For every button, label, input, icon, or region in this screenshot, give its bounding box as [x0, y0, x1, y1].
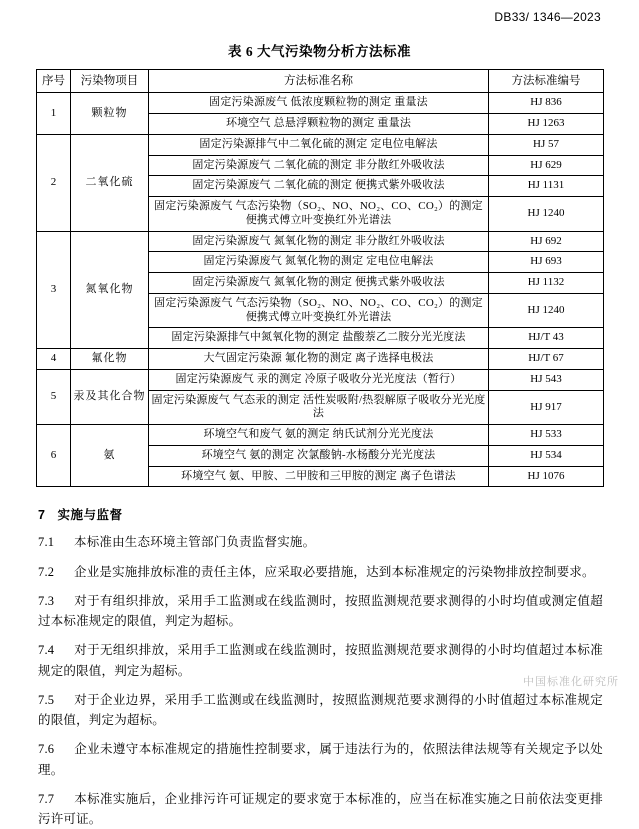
table-row	[37, 231, 604, 252]
cell-code: HJ 1240	[489, 293, 604, 328]
cell-method: 固定污染源排气中二氧化硫的测定 定电位电解法	[149, 134, 489, 155]
cell-method: 固定污染源废气 二氧化硫的测定 便携式紫外吸收法	[149, 176, 489, 197]
column-header-code: 方法标准编号	[489, 70, 604, 93]
column-header-no: 序号	[37, 70, 71, 93]
paragraph-text: 对于企业边界，采用手工监测或在线监测时，按照监测规范要求测得的小时值超过本标准规定的限值，判定为超标。	[38, 692, 603, 728]
cell-item: 氮氧化物	[71, 231, 149, 349]
cell-method: 固定污染源废气 汞的测定 冷原子吸收分光光度法（暂行）	[149, 369, 489, 390]
table-row	[37, 134, 604, 155]
cell-method: 固定污染源废气 氮氧化物的测定 定电位电解法	[149, 252, 489, 273]
cell-code: HJ 629	[489, 155, 604, 176]
paragraph-7-5	[36, 690, 603, 731]
paragraph-text: 企业未遵守本标准规定的措施性控制要求，属于违法行为的，依照法律法规等有关规定予以处理。	[38, 742, 603, 777]
cell-code: HJ 1076	[489, 466, 604, 487]
cell-method: 固定污染源废气 气态污染物（SO₂、NO、NO₂、CO、CO₂）的测定 便携式傅立叶变换红外光谱法	[149, 293, 489, 328]
cell-code: HJ 1131	[489, 176, 604, 197]
cell-no: 3	[37, 231, 71, 349]
table-title: 表 6 大气污染物分析方法标准	[228, 44, 411, 59]
cell-method: 环境空气 氨的测定 次氯酸钠-水杨酸分光光度法	[149, 445, 489, 466]
cell-method: 环境空气 总悬浮颗粒物的测定 重量法	[149, 114, 489, 135]
cell-method: 环境空气和废气 氨的测定 纳氏试剂分光光度法	[149, 425, 489, 446]
section-heading	[36, 505, 603, 523]
paragraph-7-6	[36, 739, 603, 780]
cell-item: 二氧化硫	[71, 134, 149, 231]
table-row	[37, 425, 604, 446]
cell-no: 1	[37, 93, 71, 135]
cell-code: HJ 693	[489, 252, 604, 273]
paragraph-7-4	[36, 640, 603, 681]
paragraph-number: 7.1	[38, 535, 55, 550]
cell-code: HJ 917	[489, 390, 604, 425]
cell-code: HJ/T 43	[489, 328, 604, 349]
cell-method: 固定污染源废气 气态污染物（SO₂、NO、NO₂、CO、CO₂）的测定 便携式傅立叶变换红外光谱法	[149, 197, 489, 232]
section-title: 实施与监督	[57, 508, 123, 523]
paragraph-text: 企业是实施排放标准的责任主体，应采取必要措施，达到本标准规定的污染物排放控制要求。	[74, 564, 595, 579]
cell-method: 大气固定污染源 氟化物的测定 离子选择电极法	[149, 349, 489, 370]
cell-method: 固定污染源废气 氮氧化物的测定 便携式紫外吸收法	[149, 273, 489, 294]
cell-item: 氟化物	[71, 349, 149, 370]
paragraph-number: 7.5	[38, 692, 55, 707]
cell-code: HJ 533	[489, 425, 604, 446]
paragraph-text: 对于有组织排放，采用手工监测或在线监测时，按照监测规范要求测得的小时均值或测定值超过本标准规定的限值，判定为超标。	[38, 593, 603, 629]
paragraph-number: 7.2	[38, 564, 55, 579]
cell-code: HJ 1263	[489, 114, 604, 135]
section-number: 7	[38, 508, 46, 523]
paragraph-text: 本标准由生态环境主管部门负责监督实施。	[74, 535, 316, 550]
cell-method: 固定污染源废气 氮氧化物的测定 非分散红外吸收法	[149, 231, 489, 252]
cell-method: 固定污染源废气 气态汞的测定 活性炭吸附/热裂解原子吸收分光光度法	[149, 390, 489, 425]
table-header-row	[37, 70, 604, 93]
standard-code-header: DB33/ 1346—2023	[494, 10, 601, 24]
table-row	[37, 93, 604, 114]
paragraph-number: 7.3	[38, 593, 55, 608]
paragraph-7-2	[36, 562, 603, 582]
watermark: 中国标准化研究所	[523, 676, 619, 688]
pollutant-method-table	[36, 69, 604, 487]
cell-no: 5	[37, 369, 71, 424]
cell-no: 6	[37, 425, 71, 487]
cell-method: 固定污染源排气中氮氧化物的测定 盐酸萘乙二胺分光光度法	[149, 328, 489, 349]
cell-code: HJ 1132	[489, 273, 604, 294]
cell-code: HJ 692	[489, 231, 604, 252]
cell-item: 颗粒物	[71, 93, 149, 135]
table-row	[37, 349, 604, 370]
paragraph-7-1	[36, 532, 603, 552]
paragraph-7-7	[36, 789, 603, 829]
paragraph-text: 对于无组织排放，采用手工监测或在线监测时，按照监测规范要求测得的小时均值超过本标准规定的限值，判定为超标。	[38, 643, 603, 678]
cell-code: HJ 543	[489, 369, 604, 390]
cell-item: 汞及其化合物	[71, 369, 149, 424]
table-row	[37, 369, 604, 390]
paragraph-text: 本标准实施后，企业排污许可证规定的要求宽于本标准的，应当在标准实施之日前依法变更排污许可证。	[38, 791, 603, 827]
cell-item: 氨	[71, 425, 149, 487]
cell-method: 环境空气 氨、甲胺、二甲胺和三甲胺的测定 离子色谱法	[149, 466, 489, 487]
cell-no: 2	[37, 134, 71, 231]
cell-method: 固定污染源废气 二氧化硫的测定 非分散红外吸收法	[149, 155, 489, 176]
cell-code: HJ/T 67	[489, 349, 604, 370]
cell-code: HJ 57	[489, 134, 604, 155]
cell-no: 4	[37, 349, 71, 370]
column-header-item: 污染物项目	[71, 70, 149, 93]
cell-method: 固定污染源废气 低浓度颗粒物的测定 重量法	[149, 93, 489, 114]
paragraph-7-3	[36, 591, 603, 632]
cell-code: HJ 534	[489, 445, 604, 466]
paragraph-number: 7.7	[38, 791, 55, 806]
cell-code: HJ 836	[489, 93, 604, 114]
paragraph-number: 7.4	[38, 643, 55, 658]
paragraph-number: 7.6	[38, 742, 55, 757]
column-header-method: 方法标准名称	[149, 70, 489, 93]
cell-code: HJ 1240	[489, 197, 604, 232]
